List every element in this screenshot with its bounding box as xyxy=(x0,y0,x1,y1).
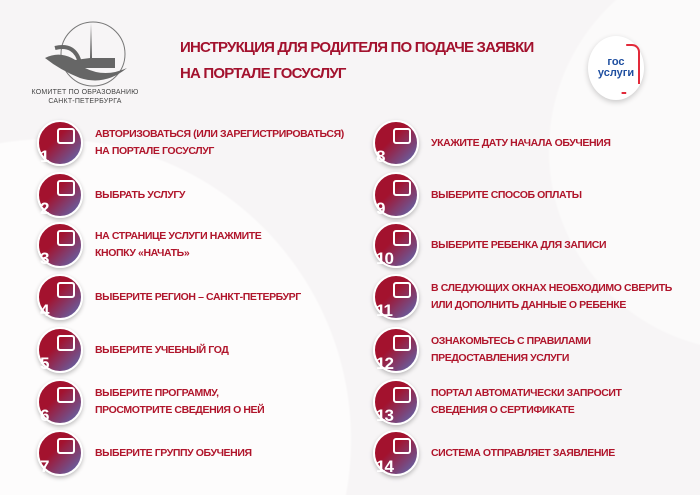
step-text xyxy=(95,187,185,204)
step-text xyxy=(95,445,252,462)
step-number: 14 xyxy=(376,457,393,476)
step-text-line: КНОПКУ «НАЧАТЬ» xyxy=(95,247,190,259)
step-text-line: ПОРТАЛ АВТОМАТИЧЕСКИ ЗАПРОСИТ xyxy=(431,387,622,399)
step-number: 11 xyxy=(376,301,392,320)
step-1 xyxy=(37,121,344,166)
step-number: 9 xyxy=(376,199,385,218)
step-text-line: В СЛЕДУЮЩИХ ОКНАХ НЕОБХОДИМО СВЕРИТЬ xyxy=(431,282,672,294)
logo-caption: САНКТ-ПЕТЕРБУРГА xyxy=(48,98,122,105)
step-text xyxy=(95,385,264,419)
step-number: 12 xyxy=(376,354,393,373)
step-text xyxy=(431,385,622,419)
step-number: 3 xyxy=(40,249,49,268)
step-text-line: ВЫБЕРИТЕ УЧЕБНЫЙ ГОД xyxy=(95,343,229,356)
committee-logo xyxy=(25,18,145,106)
step-13 xyxy=(373,380,683,424)
logo-text: услуги xyxy=(597,67,635,79)
step-text-line: ОЗНАКОМЬТЕСЬ С ПРАВИЛАМИ xyxy=(431,335,591,347)
step-badge xyxy=(373,379,419,425)
step-6 xyxy=(37,380,337,424)
step-badge xyxy=(37,379,83,425)
step-11 xyxy=(373,275,683,319)
step-number: 2 xyxy=(40,199,49,218)
step-8 xyxy=(373,121,683,165)
step-badge xyxy=(373,222,419,268)
monitor-icon xyxy=(57,180,75,196)
step-badge xyxy=(37,222,83,268)
step-text-line: ВЫБЕРИТЕ РЕГИОН – САНКТ-ПЕТЕРБУРГ xyxy=(95,290,301,303)
step-text xyxy=(431,333,591,367)
step-3 xyxy=(37,223,337,267)
title-line: ИНСТРУКЦИЯ ДЛЯ РОДИТЕЛЯ ПО ПОДАЧЕ ЗАЯВКИ xyxy=(180,39,534,56)
step-text-line: ВЫБЕРИТЕ ПРОГРАММУ, xyxy=(95,387,219,399)
step-badge xyxy=(37,327,83,373)
step-number: 4 xyxy=(40,301,49,320)
step-badge xyxy=(37,430,83,476)
child-card-icon xyxy=(393,230,411,246)
step-text-line: ВЫБЕРИТЕ ГРУППУ ОБУЧЕНИЯ xyxy=(95,446,252,459)
step-number: 1 xyxy=(40,147,49,166)
step-text-line: ИЛИ ДОПОЛНИТЬ ДАННЫЕ О РЕБЕНКЕ xyxy=(431,299,626,311)
certificate-icon xyxy=(393,387,411,403)
people-icon xyxy=(57,438,75,454)
step-text-line: ПРОСМОТРИТЕ СВЕДЕНИЯ О НЕЙ xyxy=(95,404,265,416)
step-text xyxy=(431,135,610,152)
step-text-line: ВЫБЕРИТЕ СПОСОБ ОПЛАТЫ xyxy=(431,188,582,201)
cursor-click-icon xyxy=(57,230,75,246)
step-badge xyxy=(37,274,83,320)
title-line: НА ПОРТАЛЕ ГОСУСЛУГ xyxy=(180,65,346,82)
step-text xyxy=(431,280,672,314)
logo-text: гос xyxy=(607,56,625,68)
step-text-line: ПРЕДОСТАВЛЕНИЯ УСЛУГИ xyxy=(431,352,569,364)
location-pin-icon xyxy=(57,282,75,298)
step-text xyxy=(95,342,228,359)
calendar-icon xyxy=(393,128,411,144)
step-14 xyxy=(373,431,683,475)
laptop-icon xyxy=(57,128,75,144)
step-12 xyxy=(373,328,683,372)
step-text-line: ВЫБРАТЬ УСЛУГУ xyxy=(95,188,186,201)
coin-icon xyxy=(393,180,411,196)
step-text-line: ВЫБЕРИТЕ РЕБЕНКА ДЛЯ ЗАПИСИ xyxy=(431,238,607,251)
book-icon xyxy=(393,335,411,351)
step-number: 7 xyxy=(40,457,49,476)
step-text xyxy=(95,289,301,306)
step-text xyxy=(95,228,261,262)
step-number: 8 xyxy=(376,147,385,166)
step-10 xyxy=(373,223,683,267)
page-title xyxy=(180,35,580,87)
logo-caption: КОМИТЕТ ПО ОБРАЗОВАНИЮ xyxy=(31,89,139,96)
step-2 xyxy=(37,173,337,217)
pencil-icon xyxy=(393,282,411,298)
step-text xyxy=(431,445,615,462)
gears-icon xyxy=(57,335,75,351)
step-number: 10 xyxy=(376,249,393,268)
step-text-line: СВЕДЕНИЯ О СЕРТИФИКАТЕ xyxy=(431,404,575,416)
checkmark-icon xyxy=(393,438,411,454)
step-badge xyxy=(373,172,419,218)
graduation-cap-icon xyxy=(57,387,75,403)
step-text-line: НА ПОРТАЛЕ ГОСУСЛУГ xyxy=(95,145,214,157)
step-7 xyxy=(37,431,337,475)
step-badge xyxy=(373,274,419,320)
step-text-line: АВТОРИЗОВАТЬСЯ (ИЛИ ЗАРЕГИСТРИРОВАТЬСЯ) xyxy=(95,128,344,140)
committee-emblem-icon xyxy=(35,18,135,88)
step-number: 5 xyxy=(40,354,49,373)
step-text-line: СИСТЕМА ОТПРАВЛЯЕТ ЗАЯВЛЕНИЕ xyxy=(431,446,615,459)
step-text xyxy=(95,126,344,160)
step-4 xyxy=(37,275,337,319)
step-text xyxy=(431,187,582,204)
step-text xyxy=(431,237,606,254)
step-5 xyxy=(37,328,337,372)
step-badge xyxy=(373,430,419,476)
step-badge xyxy=(373,327,419,373)
step-text-line: НА СТРАНИЦЕ УСЛУГИ НАЖМИТЕ xyxy=(95,230,262,242)
step-number: 6 xyxy=(40,406,49,425)
step-number: 13 xyxy=(376,406,393,425)
step-badge xyxy=(373,120,419,166)
step-badge xyxy=(37,120,83,166)
step-badge xyxy=(37,172,83,218)
step-text-line: УКАЖИТЕ ДАТУ НАЧАЛА ОБУЧЕНИЯ xyxy=(431,136,611,149)
step-9 xyxy=(373,173,683,217)
gosuslugi-logo xyxy=(588,36,644,100)
